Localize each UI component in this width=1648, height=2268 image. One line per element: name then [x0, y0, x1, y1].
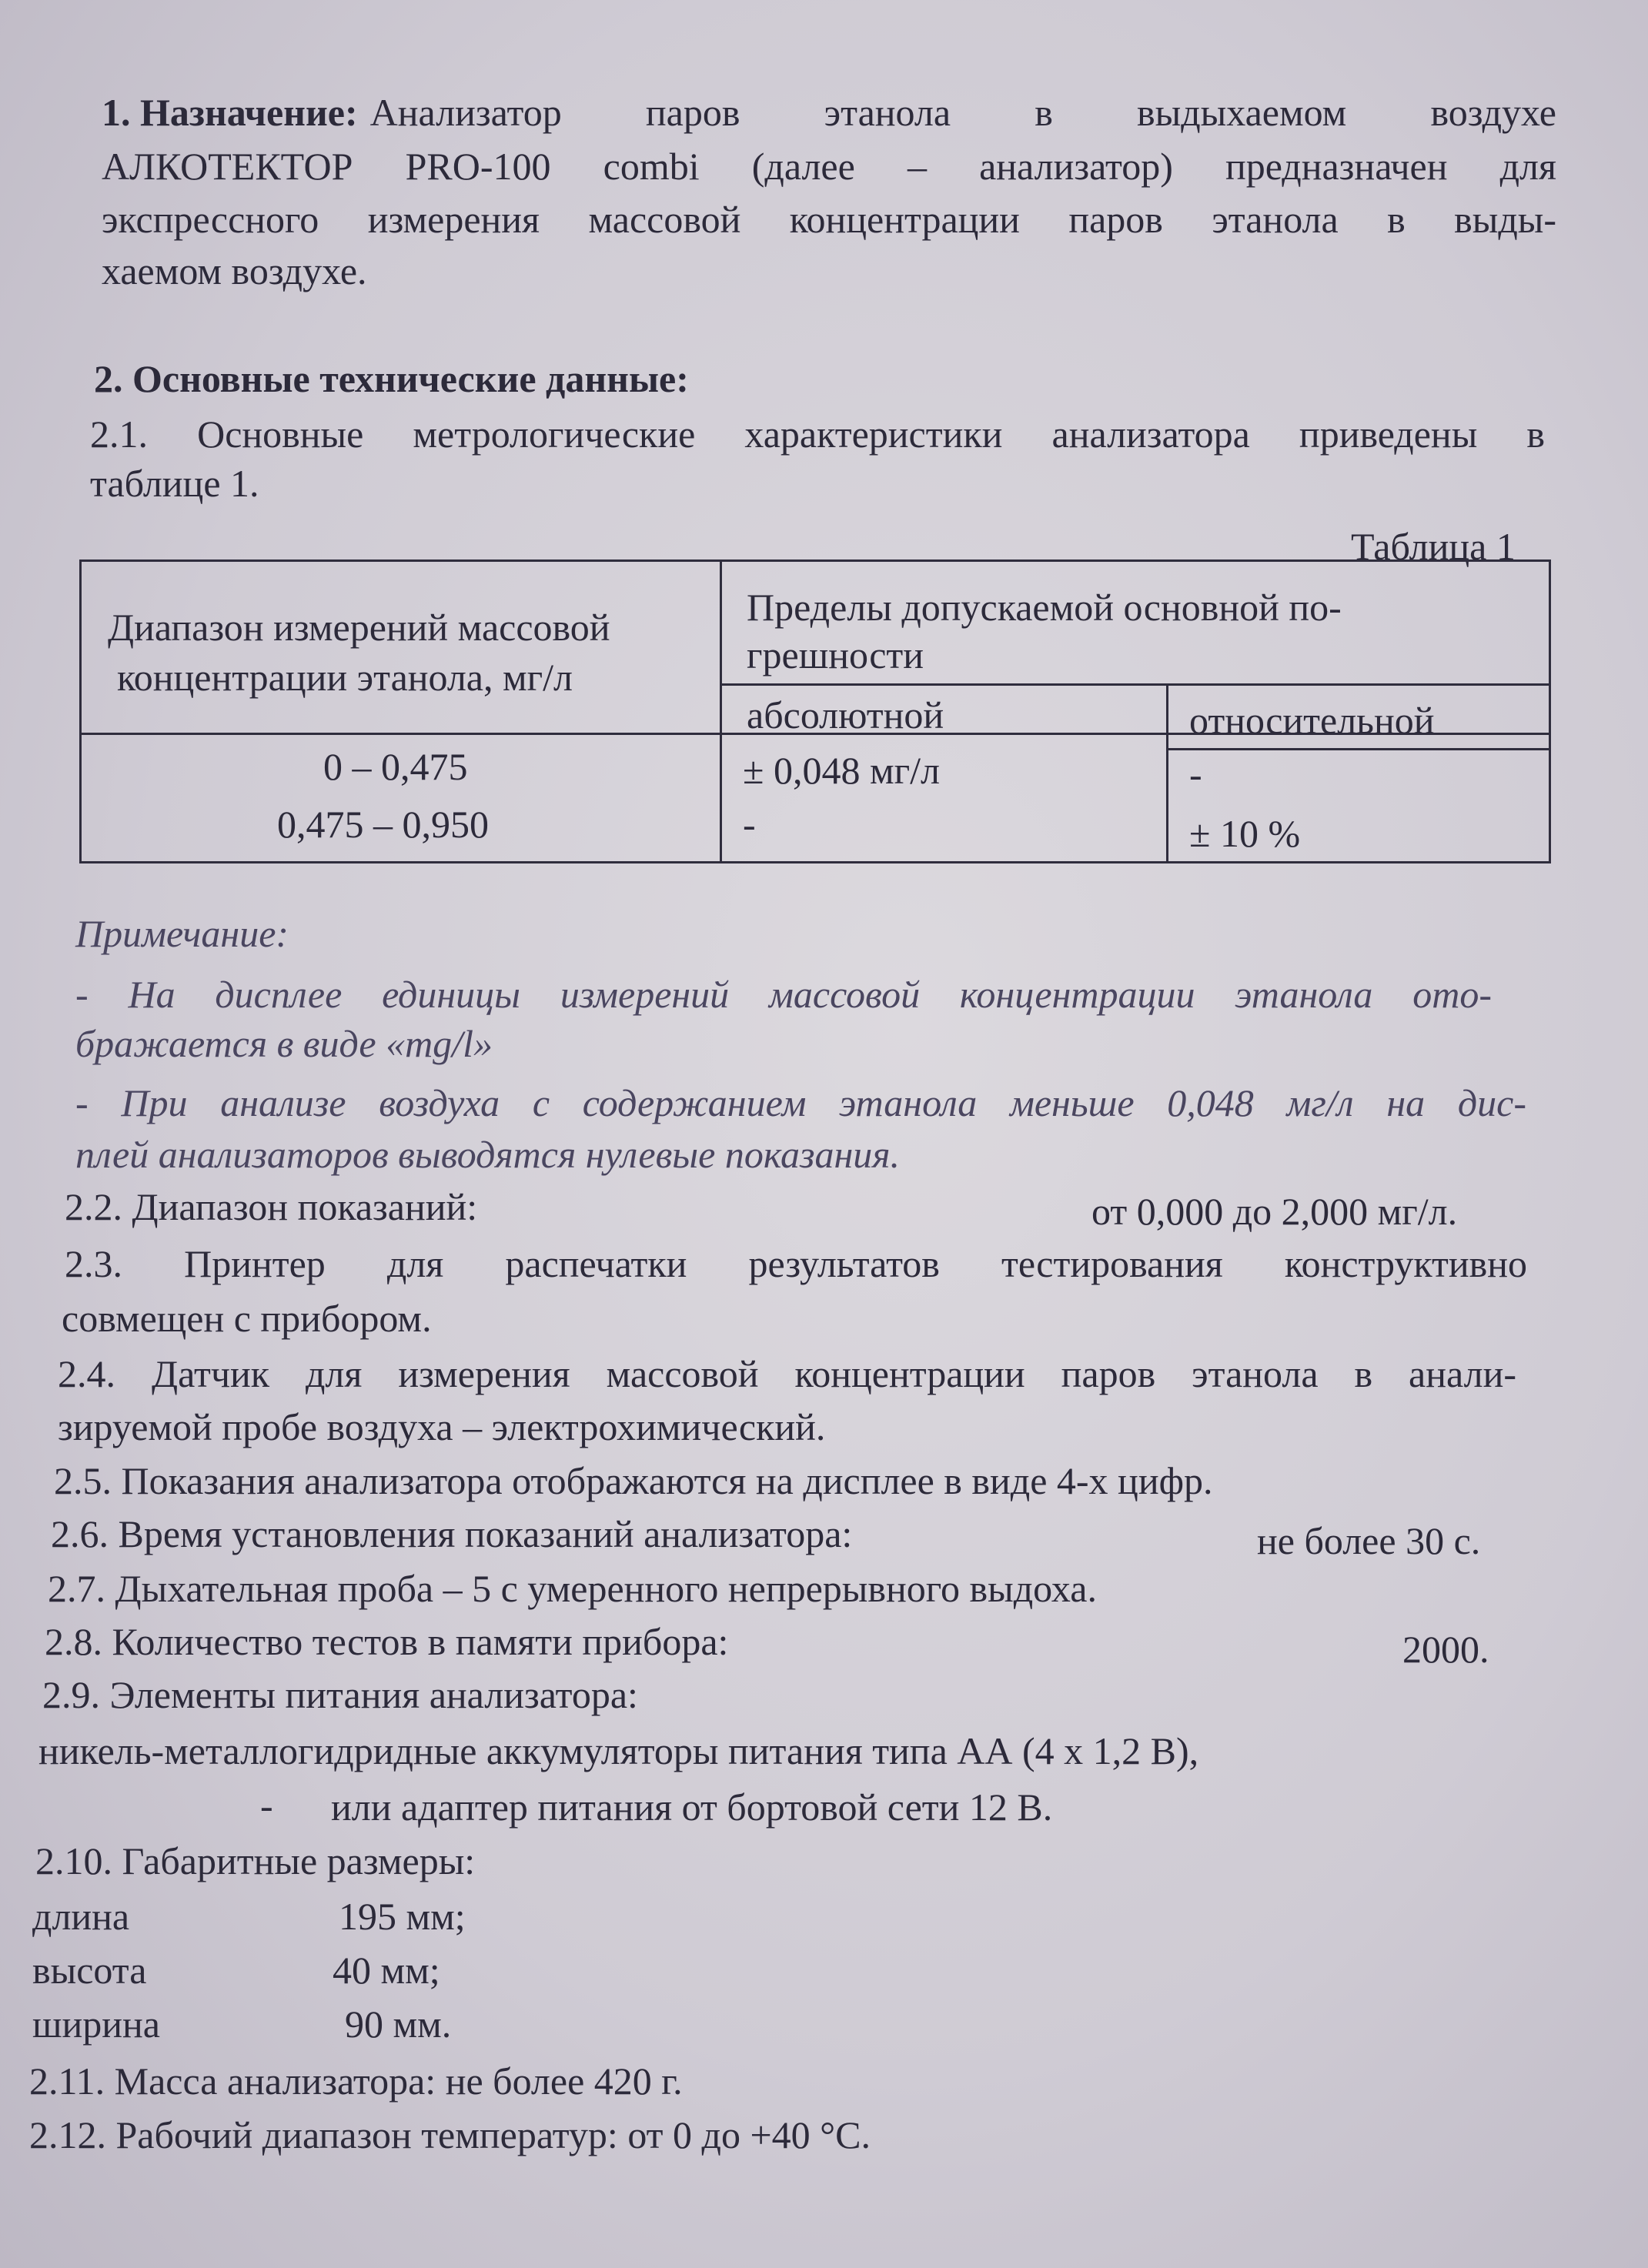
- item-2-9-line2: никель-металлогидридные аккумуляторы питания типа АА (4 х 1,2 В),: [38, 1729, 1199, 1772]
- table-row2-absolute: -: [743, 803, 756, 846]
- item-2-3-word: для: [386, 1242, 444, 1285]
- section1-line4: хаемом воздухе.: [102, 249, 367, 292]
- item-2-3-line1: [65, 1241, 1527, 1287]
- item-2-3-word: 2.3.: [65, 1242, 122, 1285]
- item-2-4-line1: 2.4. Датчик для измерения массовой концентрации паров этанола в анали-: [58, 1352, 1516, 1395]
- dim-length-label: длина: [32, 1895, 130, 1938]
- table-row1-absolute: ± 0,048 мг/л: [743, 749, 940, 792]
- table-row1-range: 0 – 0,475: [323, 745, 468, 788]
- item-2-11: 2.11. Масса анализатора: не более 420 г.: [29, 2059, 683, 2103]
- item-2-8-value: 2000.: [1402, 1628, 1489, 1671]
- table-divider-col2: [1166, 683, 1168, 863]
- item-2-3-word: Принтер: [184, 1242, 326, 1285]
- table-header-limits-line2: грешности: [747, 633, 924, 676]
- section1-heading: 1. Назначение:: [102, 91, 358, 134]
- note-item2-line1: - При анализе воздуха с содержанием этанола меньше 0,048 мг/л на дис-: [75, 1081, 1526, 1124]
- item-2-3-word: тестирования: [1001, 1242, 1223, 1285]
- table-subheader-relative: относительной: [1189, 699, 1435, 742]
- item-2-3-line2: совмещен с прибором.: [62, 1297, 432, 1340]
- item-2-3-word: результатов: [748, 1242, 940, 1285]
- note-title: Примечание:: [75, 912, 289, 955]
- section1-line1: [102, 89, 1556, 135]
- table-row2-range: 0,475 – 0,950: [277, 803, 489, 846]
- item-2-3-word: конструктивно: [1284, 1242, 1527, 1285]
- item-2-10: 2.10. Габаритные размеры:: [35, 1839, 476, 1882]
- item-2-8-label: 2.8. Количество тестов в памяти прибора:: [45, 1620, 729, 1663]
- item-2-9-line3: или адаптер питания от бортовой сети 12 В.: [331, 1785, 1053, 1829]
- section2-p21-line1: 2.1. Основные метрологические характеристики анализатора приведены в: [90, 413, 1545, 456]
- table-caption: Таблица 1: [1351, 525, 1516, 568]
- section1-line3: экспрессного измерения массовой концентрации паров этанола в выды-: [102, 198, 1556, 241]
- table-header-limits-line1: Пределы допускаемой основной по-: [747, 586, 1342, 629]
- note-item2-line2: плей анализаторов выводятся нулевые показания.: [75, 1133, 901, 1176]
- item-2-2-label: 2.2. Диапазон показаний:: [65, 1185, 478, 1228]
- item-2-6-value: не более 30 с.: [1257, 1519, 1481, 1562]
- item-2-5: 2.5. Показания анализатора отображаются на дисплее в виде 4-х цифр.: [54, 1459, 1213, 1502]
- item-2-7: 2.7. Дыхательная проба – 5 с умеренного непрерывного выдоха.: [48, 1567, 1097, 1610]
- item-2-3-word: распечатки: [505, 1242, 687, 1285]
- section2-p21-line2: таблице 1.: [90, 462, 259, 505]
- table-subheader-absolute: абсолютной: [747, 693, 944, 737]
- item-2-6-label: 2.6. Время установления показаний анализатора:: [51, 1512, 853, 1555]
- note-item1-line1: - На дисплее единицы измерений массовой концентрации этанола ото-: [75, 973, 1492, 1016]
- item-2-9-line3-dash: -: [260, 1784, 273, 1827]
- dim-width-value: 90 мм.: [345, 2002, 452, 2046]
- note-item1-line2: бражается в виде «mg/l»: [75, 1022, 493, 1065]
- item-2-4-line2: зируемой пробе воздуха – электрохимический.: [58, 1405, 826, 1448]
- section2-heading: 2. Основные технические данные:: [94, 357, 689, 400]
- table-divider-col1: [720, 559, 722, 863]
- item-2-9-line1: 2.9. Элементы питания анализатора:: [42, 1673, 638, 1716]
- table-row2-relative: ± 10 %: [1189, 812, 1301, 855]
- table-header-range-line2: концентрации этанола, мг/л: [117, 656, 573, 699]
- table-row1-relative: -: [1189, 753, 1202, 796]
- table-header-range-line1: Диапазон измерений массовой: [108, 606, 610, 649]
- table-divider-subheader: [720, 683, 1551, 686]
- table-divider-subrow: [1166, 748, 1551, 750]
- section1-line1-text: Анализатор паров этанола в выдыхаемом воздухе: [369, 91, 1556, 134]
- dim-length-value: 195 мм;: [339, 1895, 466, 1938]
- dim-height-label: высота: [32, 1949, 147, 1992]
- dim-height-value: 40 мм;: [333, 1949, 440, 1992]
- item-2-2-value: от 0,000 до 2,000 мг/л.: [1091, 1190, 1458, 1233]
- item-2-12: 2.12. Рабочий диапазон температур: от 0 до +40 °С.: [29, 2113, 871, 2156]
- dim-width-label: ширина: [32, 2002, 160, 2046]
- section1-line2: АЛКОТЕКТОР PRO-100 combi (далее – анализатор) предназначен для: [102, 145, 1556, 188]
